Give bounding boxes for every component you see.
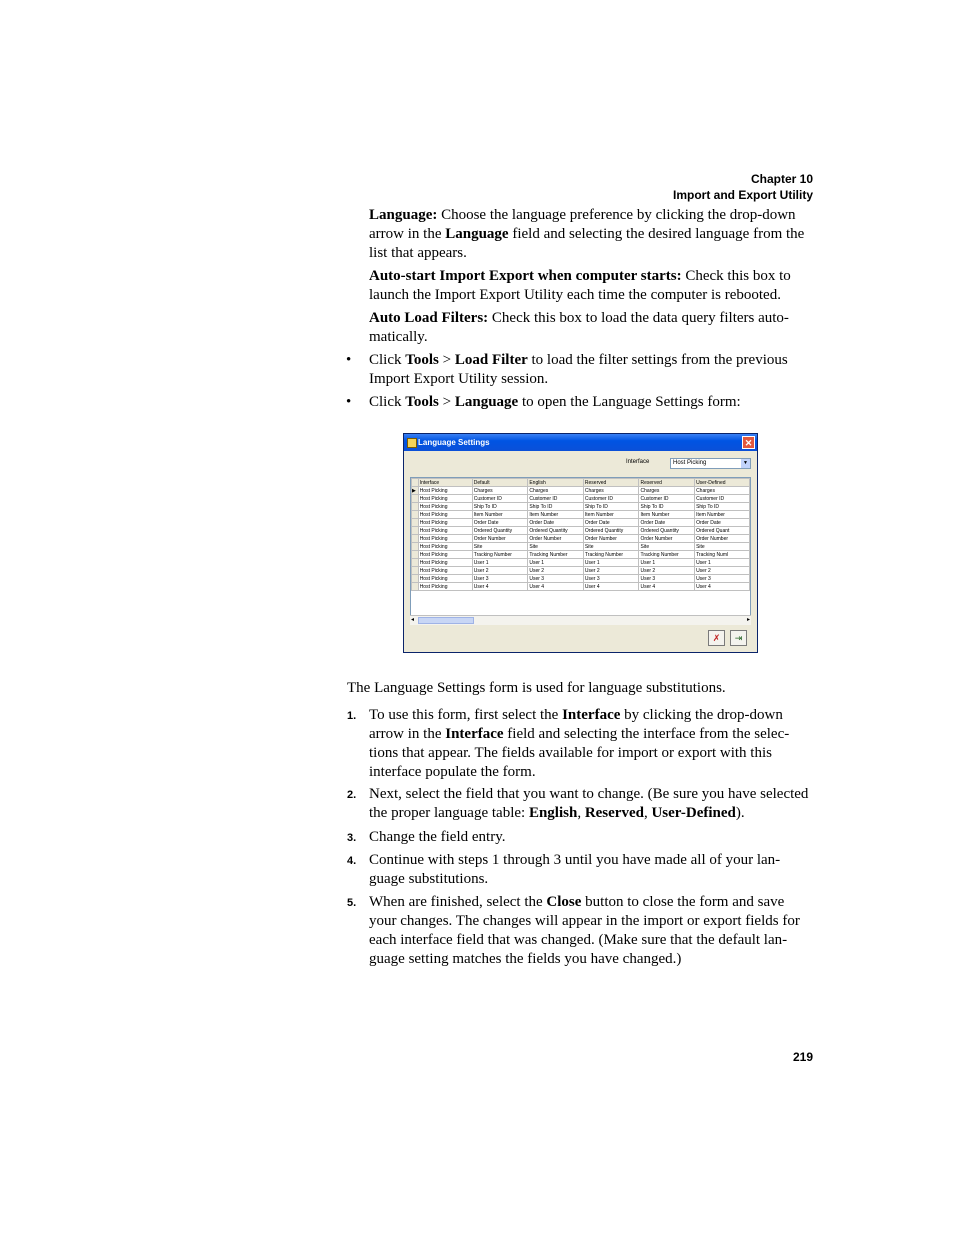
table-cell[interactable]: Site <box>528 543 584 551</box>
table-cell[interactable]: User 1 <box>583 559 639 567</box>
row-selector[interactable] <box>412 503 419 511</box>
interface-value: Host Picking <box>673 460 707 466</box>
table-cell[interactable]: Ordered Quant <box>695 527 750 535</box>
row-selector[interactable] <box>412 511 419 519</box>
column-header[interactable]: User-Defined <box>695 479 750 487</box>
table-cell[interactable]: Customer ID <box>472 495 528 503</box>
table-cell[interactable]: Host Picking <box>418 575 472 583</box>
table-cell[interactable]: Host Picking <box>418 527 472 535</box>
table-cell[interactable]: Ship To ID <box>639 503 695 511</box>
table-cell[interactable]: Charges <box>695 487 750 495</box>
row-selector[interactable] <box>412 551 419 559</box>
table-cell[interactable]: Item Number <box>583 511 639 519</box>
table-cell[interactable]: Order Number <box>583 535 639 543</box>
table-cell[interactable]: User 3 <box>695 575 750 583</box>
table-cell[interactable]: User 1 <box>528 559 584 567</box>
interface-label: Interface <box>626 459 650 465</box>
table-cell[interactable]: User 3 <box>528 575 584 583</box>
table-cell[interactable]: Host Picking <box>418 567 472 575</box>
table-cell[interactable]: Item Number <box>639 511 695 519</box>
table-row[interactable] <box>412 559 750 567</box>
table-cell[interactable]: User 4 <box>695 583 750 591</box>
table-row[interactable] <box>412 551 750 559</box>
table-cell[interactable]: Ship To ID <box>528 503 584 511</box>
table-row[interactable] <box>412 503 750 511</box>
table-row[interactable] <box>412 583 750 591</box>
table-cell[interactable]: Host Picking <box>418 535 472 543</box>
table-cell[interactable]: Order Number <box>472 535 528 543</box>
language-bullet: Click Tools > Language to open the Language Settings form: <box>369 394 741 410</box>
step-number: 2. <box>347 789 357 801</box>
row-selector-header <box>412 479 419 487</box>
autostart-paragraph: Auto-start Import Export when computer starts: Check this box to launch the Import Export Utility each time the computer is rebooted. <box>369 268 791 303</box>
table-cell[interactable]: Host Picking <box>418 495 472 503</box>
table-cell[interactable]: Order Number <box>695 535 750 543</box>
table-row[interactable] <box>412 575 750 583</box>
row-selector[interactable] <box>412 543 419 551</box>
scroll-left-icon[interactable]: ◂ <box>411 617 415 623</box>
table-cell[interactable]: User 2 <box>639 567 695 575</box>
horizontal-scrollbar[interactable] <box>410 615 751 625</box>
row-selector[interactable] <box>412 519 419 527</box>
table-cell[interactable]: Host Picking <box>418 551 472 559</box>
step-number: 3. <box>347 832 357 844</box>
table-cell[interactable]: Site <box>695 543 750 551</box>
window-title: Language Settings <box>418 438 490 447</box>
column-header[interactable]: Interface <box>418 479 472 487</box>
column-header[interactable]: Reserved <box>583 479 639 487</box>
autoload-paragraph: Auto Load Filters: Check this box to load the data query filters auto-matically. <box>369 310 789 345</box>
table-cell[interactable]: User 1 <box>639 559 695 567</box>
load-filter-bullet: Click Tools > Load Filter to load the filter settings from the previous Import Export Utility session. <box>369 352 788 387</box>
step-number: 4. <box>347 855 357 867</box>
table-cell[interactable]: User 3 <box>583 575 639 583</box>
table-cell[interactable]: Host Picking <box>418 519 472 527</box>
step-text: Next, select the field that you want to change. (Be sure you have selected the proper language table: English, Reserved, User-Defined). <box>369 786 809 821</box>
table-cell[interactable]: User 2 <box>583 567 639 575</box>
table-row[interactable] <box>412 495 750 503</box>
table-cell[interactable]: Charges <box>528 487 584 495</box>
table-cell[interactable]: Tracking Number <box>583 551 639 559</box>
page-number: 219 <box>792 1050 813 1064</box>
exit-door-icon: ⇥ <box>734 633 743 643</box>
step-text: Change the field entry. <box>369 829 506 845</box>
row-selector[interactable] <box>412 535 419 543</box>
table-cell[interactable]: Ordered Quantity <box>472 527 528 535</box>
scroll-thumb[interactable] <box>418 617 474 624</box>
table-cell[interactable]: User 3 <box>639 575 695 583</box>
table-cell[interactable]: User 4 <box>583 583 639 591</box>
undo-icon: ✗ <box>712 633 721 643</box>
table-cell[interactable]: Host Picking <box>418 559 472 567</box>
row-selector[interactable] <box>412 567 419 575</box>
table-cell[interactable]: User 4 <box>472 583 528 591</box>
interface-select[interactable] <box>670 458 751 469</box>
bullet: • <box>346 394 352 410</box>
table-cell[interactable]: Order Number <box>528 535 584 543</box>
table-cell[interactable]: Customer ID <box>583 495 639 503</box>
table-cell[interactable]: Ship To ID <box>583 503 639 511</box>
table-cell[interactable]: Item Number <box>528 511 584 519</box>
table-cell[interactable]: User 4 <box>528 583 584 591</box>
table-cell[interactable]: Host Picking <box>418 511 472 519</box>
table-cell[interactable]: Order Date <box>583 519 639 527</box>
table-row[interactable] <box>412 511 750 519</box>
window-app-icon <box>407 438 417 448</box>
step-number: 5. <box>347 897 357 909</box>
close-button[interactable] <box>730 630 747 646</box>
table-cell[interactable]: Order Date <box>639 519 695 527</box>
table-cell[interactable]: Item Number <box>472 511 528 519</box>
column-header[interactable]: Reserved <box>639 479 695 487</box>
section-title: Import and Export Utility <box>672 188 813 202</box>
table-cell[interactable]: User 4 <box>639 583 695 591</box>
step-number: 1. <box>347 710 357 722</box>
table-row[interactable] <box>412 535 750 543</box>
table-cell[interactable]: Customer ID <box>528 495 584 503</box>
table-cell[interactable]: Order Date <box>528 519 584 527</box>
table-cell[interactable]: Order Number <box>639 535 695 543</box>
table-row[interactable] <box>412 527 750 535</box>
row-selector[interactable] <box>412 527 419 535</box>
table-cell[interactable]: Tracking Number <box>528 551 584 559</box>
table-cell[interactable]: Ordered Quantity <box>639 527 695 535</box>
table-cell[interactable]: Order Date <box>472 519 528 527</box>
table-cell[interactable]: Tracking Number <box>472 551 528 559</box>
step-text: When are finished, select the Close button to close the form and save your changes. The changes will appear in the import or export fields for each interface field that was changed. (Make sure that the default lan-guage setting matches the fields you have changed.) <box>369 894 800 967</box>
table-cell[interactable]: Host Picking <box>418 487 472 495</box>
current-row-arrow-icon[interactable]: ▶ <box>412 487 419 495</box>
table-cell[interactable]: Host Picking <box>418 503 472 511</box>
table-cell[interactable]: Charges <box>639 487 695 495</box>
table-cell[interactable]: Order Date <box>695 519 750 527</box>
table-cell[interactable]: Site <box>583 543 639 551</box>
table-cell[interactable]: Host Picking <box>418 543 472 551</box>
table-cell[interactable]: Site <box>472 543 528 551</box>
table-cell[interactable]: Tracking Numl <box>695 551 750 559</box>
table-cell[interactable]: Tracking Number <box>639 551 695 559</box>
table-cell[interactable]: Ship To ID <box>695 503 750 511</box>
close-icon[interactable]: ✕ <box>742 436 755 449</box>
table-cell[interactable]: Ship To ID <box>472 503 528 511</box>
row-selector[interactable] <box>412 495 419 503</box>
chapter-label: Chapter 10 <box>750 172 813 186</box>
table-cell[interactable]: User 2 <box>528 567 584 575</box>
table-cell[interactable]: User 1 <box>472 559 528 567</box>
language-settings-window <box>403 433 758 653</box>
step-text: Continue with steps 1 through 3 until you have made all of your lan-guage substitutions. <box>369 852 781 887</box>
table-cell[interactable]: Customer ID <box>639 495 695 503</box>
row-selector[interactable] <box>412 575 419 583</box>
grid-header-row <box>412 479 750 487</box>
table-cell[interactable]: User 2 <box>472 567 528 575</box>
language-grid[interactable] <box>410 477 751 625</box>
table-cell[interactable]: User 2 <box>695 567 750 575</box>
chevron-down-icon[interactable]: ▼ <box>741 459 750 468</box>
table-cell[interactable]: Item Number <box>695 511 750 519</box>
row-selector[interactable] <box>412 559 419 567</box>
step-text: To use this form, first select the Interface by clicking the drop-down arrow in the Interface field and selecting the interface from the selec-tions that appear. The fields available for import or export with this interface populate the form. <box>369 707 790 780</box>
table-row[interactable] <box>412 567 750 575</box>
table-cell[interactable]: Charges <box>583 487 639 495</box>
column-header[interactable]: English <box>528 479 584 487</box>
table-row[interactable] <box>412 519 750 527</box>
table-cell[interactable]: Charges <box>472 487 528 495</box>
table-cell[interactable]: Site <box>639 543 695 551</box>
table-cell[interactable]: Ordered Quantity <box>528 527 584 535</box>
intro-paragraph: The Language Settings form is used for language substitutions. <box>347 680 726 696</box>
table-row[interactable] <box>412 487 750 495</box>
bullet: • <box>346 352 352 368</box>
table-cell[interactable]: User 3 <box>472 575 528 583</box>
cancel-button[interactable] <box>708 630 725 646</box>
row-selector[interactable] <box>412 583 419 591</box>
table-row[interactable] <box>412 543 750 551</box>
table-cell[interactable]: User 1 <box>695 559 750 567</box>
window-titlebar <box>404 434 757 451</box>
table-cell[interactable]: Customer ID <box>695 495 750 503</box>
column-header[interactable]: Default <box>472 479 528 487</box>
table-cell[interactable]: Host Picking <box>418 583 472 591</box>
language-paragraph: Language: Choose the language preference by clicking the drop-down arrow in the Language field and selecting the desired language from the list that appears. <box>369 207 805 261</box>
scroll-right-icon[interactable]: ▸ <box>746 617 750 623</box>
table-cell[interactable]: Ordered Quantity <box>583 527 639 535</box>
